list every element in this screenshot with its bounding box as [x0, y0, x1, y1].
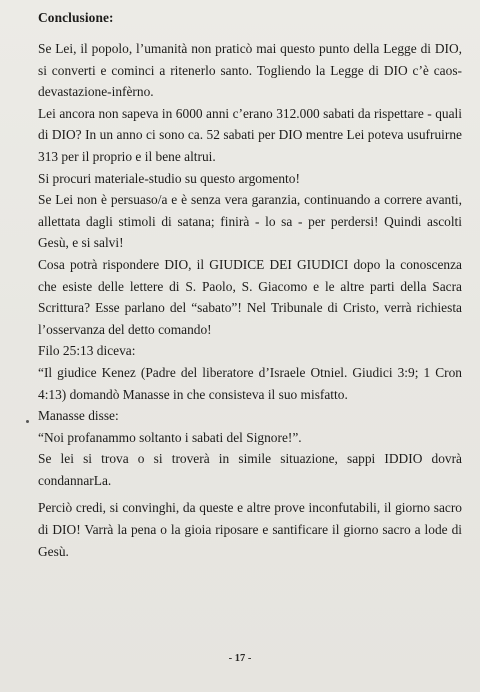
- paragraph-1: Se Lei, il popolo, l’umanità non praticò mai questo punto della Legge di DIO, si converti e cominci a ritenerlo santo. Togliendo la Legge di DIO c’è caos-devastazione-infèrno.: [38, 41, 462, 100]
- ink-speck: [26, 420, 29, 423]
- paragraph-2: Lei ancora non sapeva in 6000 anni c’erano 312.000 sabati da rispettare - quali di DIO? In un anno ci sono ca. 52 sabati per DIO mentre Lei poteva usufruirne 313 per il proprio e il bene altrui.: [38, 105, 462, 164]
- paragraph-11: Perciò credi, si convinghi, da queste e altre prove inconfutabili, il giorno sacro di DIO! Varrà la pena o la gioia riposare e santificare il giorno sacro a lode di Gesù.: [38, 500, 462, 559]
- paragraph-3: Si procuri materiale-studio su questo argomento!: [38, 170, 300, 186]
- paragraph-7: “Il giudice Kenez (Padre del liberatore d’Israele Otniel. Giudici 3:9; 1 Cron 4:13) domandò Manasse in che consisteva il suo misfatto.: [38, 364, 462, 402]
- paragraph-8: Manasse disse:: [38, 408, 119, 424]
- paragraph-10: Se lei si trova o si troverà in simile situazione, sappi IDDIO dovrà condannarLa.: [38, 451, 462, 488]
- paragraph-4: Se Lei non è persuaso/a e è senza vera garanzia, continuando a correre avanti, allettata dagli stimoli di satana; finirà - lo sa - per perdersi! Quindi ascolti Gesù, e si salvi!: [38, 192, 462, 251]
- paragraph-5: Cosa potrà rispondere DIO, il GIUDICE DEI GIUDICI dopo la conoscenza che esiste delle lettere di S. Paolo, S. Giacomo e le altre parti della Sacra Scrittura? Esse parlano del “sabato”! Nel Tribunale di Cristo, verrà richiesta l’osservanza del detto comando!: [38, 256, 462, 337]
- paragraph-6: Filo 25:13 diceva:: [38, 343, 136, 359]
- paragraph-9: “Noi profanammo soltanto i sabati del Signore!”.: [38, 429, 302, 445]
- section-heading: Conclusione:: [38, 10, 114, 25]
- page-number: - 17 -: [228, 653, 252, 664]
